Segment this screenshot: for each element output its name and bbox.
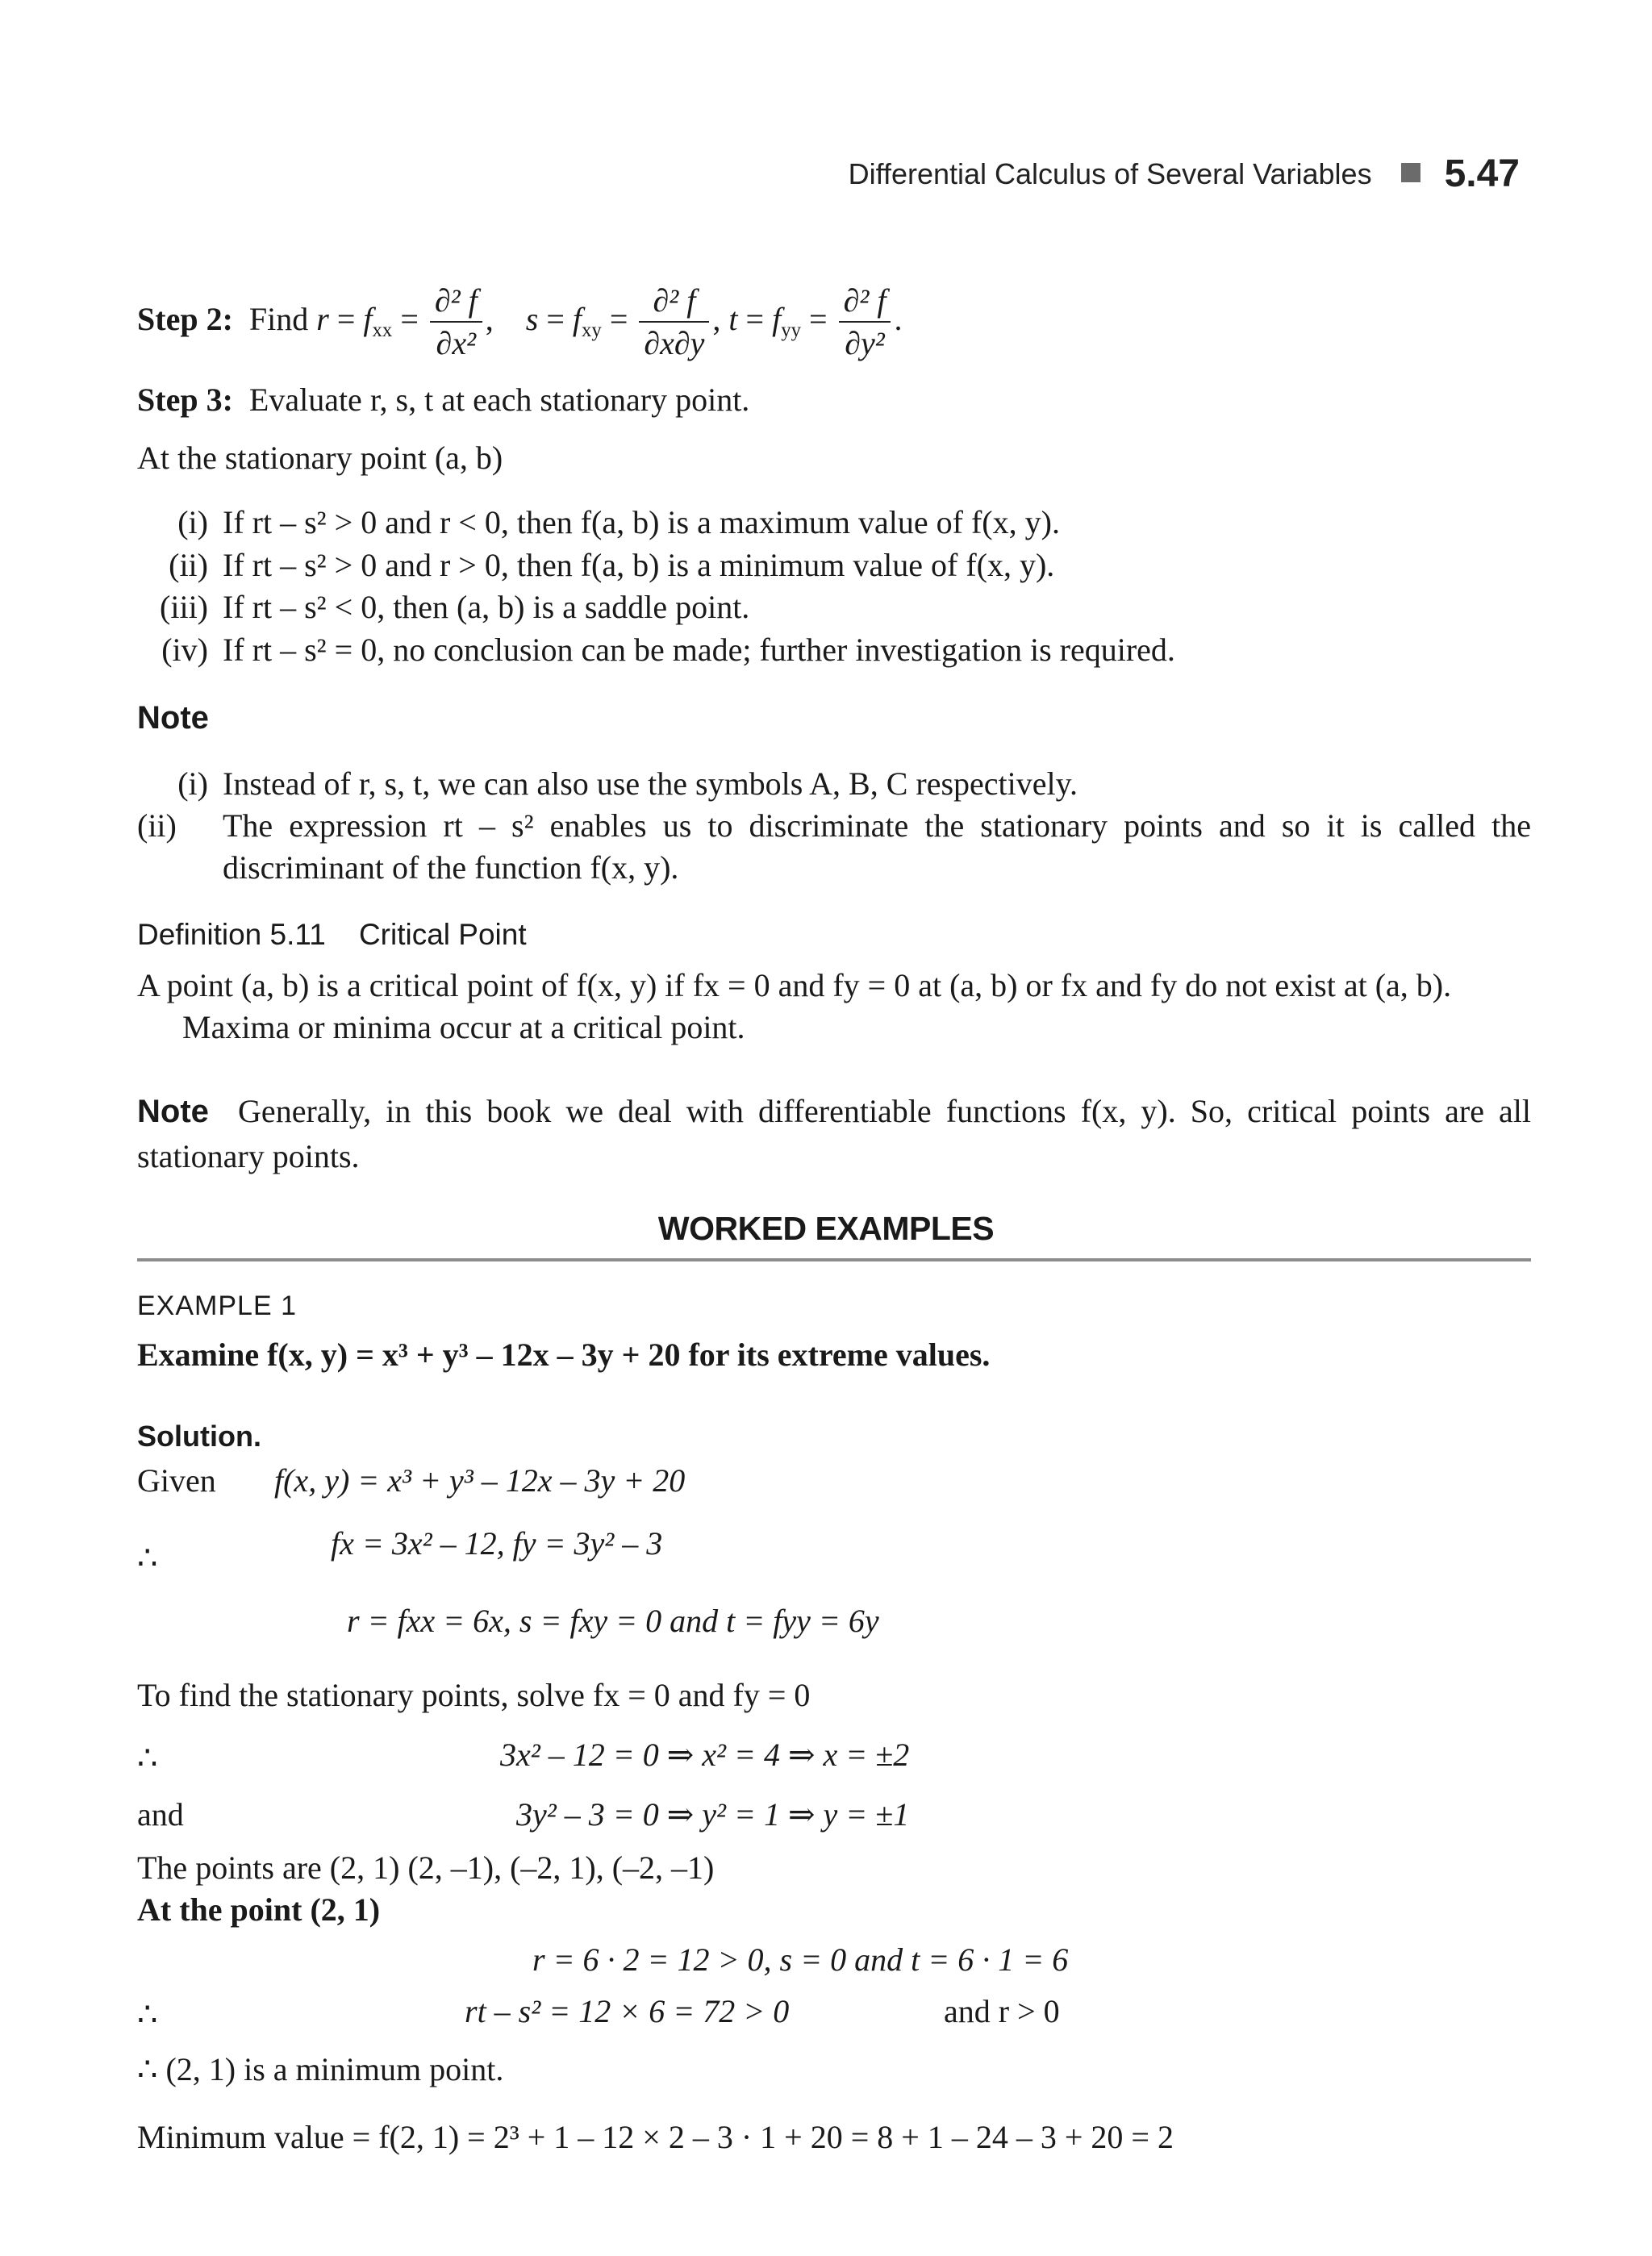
- step-3-label: Step 3:: [137, 382, 233, 418]
- first-derivatives: fx = 3x² – 12, fy = 3y² – 3: [331, 1525, 663, 1562]
- condition-item: (iv) If rt – s² = 0, no conclusion can be made; further investigation is required.: [161, 632, 1175, 668]
- discriminant-value: rt – s² = 12 × 6 = 72 > 0: [465, 1993, 790, 2029]
- note-item: (i) Instead of r, s, t, we can also use the symbols A, B, C respectively.: [177, 765, 1078, 802]
- note-item-continuation: discriminant of the function f(x, y).: [223, 849, 679, 886]
- equation-y: 3y² – 3 = 0 ⇒ y² = 1 ⇒ y = ±1: [516, 1796, 910, 1833]
- fraction-t: $\frac{\text{∂² f}}{\text{∂y²}}$: [839, 281, 891, 365]
- note-paragraph: Note Generally, in this book we deal with differentiable functions f(x, y). So, critical points are all: [137, 1093, 1532, 1129]
- given-expression: f(x, y) = x³ + y³ – 12x – 3y + 20: [274, 1462, 686, 1499]
- therefore-symbol: ∴: [137, 1996, 158, 2033]
- step-2-text: Find: [248, 301, 309, 338]
- page-number: 5.47: [1444, 152, 1520, 195]
- note-heading: Note: [137, 700, 209, 736]
- definition-heading: [137, 918, 527, 952]
- rst-values: r = 6 · 2 = 12 > 0, s = 0 and t = 6 · 1 = 6: [532, 1941, 1069, 1978]
- condition-item: (ii) If rt – s² > 0 and r > 0, then f(a, b) is a minimum value of f(x, y).: [169, 547, 1055, 583]
- condition-item: (iii) If rt – s² < 0, then (a, b) is a saddle point.: [160, 589, 750, 625]
- given-label: Given: [137, 1462, 216, 1499]
- section-divider: [137, 1258, 1531, 1261]
- definition-text-continued: Maxima or minima occur at a critical point.: [182, 1009, 745, 1045]
- definition-text: A point (a, b) is a critical point of f(x, y) if fx = 0 and fy = 0 at (a, b) or fx and fy do not exist at (a, b).: [137, 967, 1452, 1003]
- minimum-value: Minimum value = f(2, 1) = 2³ + 1 – 12 × 2 – 3 · 1 + 20 = 8 + 1 – 24 – 3 + 20 = 2: [137, 2119, 1174, 2155]
- step-3-line: [137, 381, 749, 419]
- equation-x: 3x² – 12 = 0 ⇒ x² = 4 ⇒ x = ±2: [500, 1737, 910, 1773]
- stationary-points: The points are (2, 1) (2, –1), (–2, 1), (–2, –1): [137, 1849, 715, 1886]
- note-heading: Note: [137, 1094, 209, 1129]
- solution-heading: Solution.: [137, 1420, 261, 1453]
- definition-number: Definition 5.11: [137, 918, 326, 951]
- step-2-line: Step 2: Find $r = f_{xx}$ = $\frac{\text{∂² f}}{\text{∂x²}}$ , $s = f_{xy}$ = $\frac{\text{∂² f}}{\partial x\partial y}$ , $t = f_{yy}$ = $\frac{\text{∂² f}}{\text{∂y²}}$ .: [137, 281, 902, 365]
- and-r-positive: and r > 0: [944, 1993, 1060, 2029]
- solve-text: To find the stationary points, solve fx = 0 and fy = 0: [137, 1677, 811, 1713]
- worked-examples-title: WORKED EXAMPLES: [657, 1210, 995, 1247]
- step-2-label: Step 2:: [137, 301, 233, 338]
- example-label: EXAMPLE 1: [137, 1291, 297, 1321]
- stationary-intro: At the stationary point (a, b): [137, 440, 503, 476]
- fraction-r: $\frac{\text{∂² f}}{\text{∂x²}}$: [430, 281, 482, 365]
- therefore-symbol: ∴: [137, 1540, 158, 1576]
- second-derivatives: r = fxx = 6x, s = fxy = 0 and t = fyy = 6y: [347, 1603, 879, 1639]
- note-paragraph-continued: stationary points.: [137, 1138, 360, 1174]
- and-label: and: [137, 1796, 184, 1833]
- conclusion: ∴ (2, 1) is a minimum point.: [137, 2051, 504, 2087]
- fraction-s: $\frac{\text{∂² f}}{\partial x\partial y}$: [639, 281, 709, 365]
- at-point-heading: At the point (2, 1): [137, 1891, 381, 1928]
- square-bullet-icon: [1401, 163, 1420, 182]
- example-problem: Examine f(x, y) = x³ + y³ – 12x – 3y + 20 for its extreme values.: [137, 1337, 991, 1373]
- step-3-text: Evaluate r, s, t at each stationary point.: [248, 382, 750, 418]
- note-item: (ii) The expression rt – s² enables us to discriminate the stationary points and so it is called the: [137, 807, 1531, 844]
- definition-title: Critical Point: [358, 918, 527, 951]
- therefore-symbol: ∴: [137, 1740, 158, 1776]
- running-head: [849, 152, 1520, 196]
- condition-item: (i) If rt – s² > 0 and r < 0, then f(a, b) is a maximum value of f(x, y).: [177, 504, 1060, 540]
- chapter-title: Differential Calculus of Several Variables: [848, 157, 1372, 190]
